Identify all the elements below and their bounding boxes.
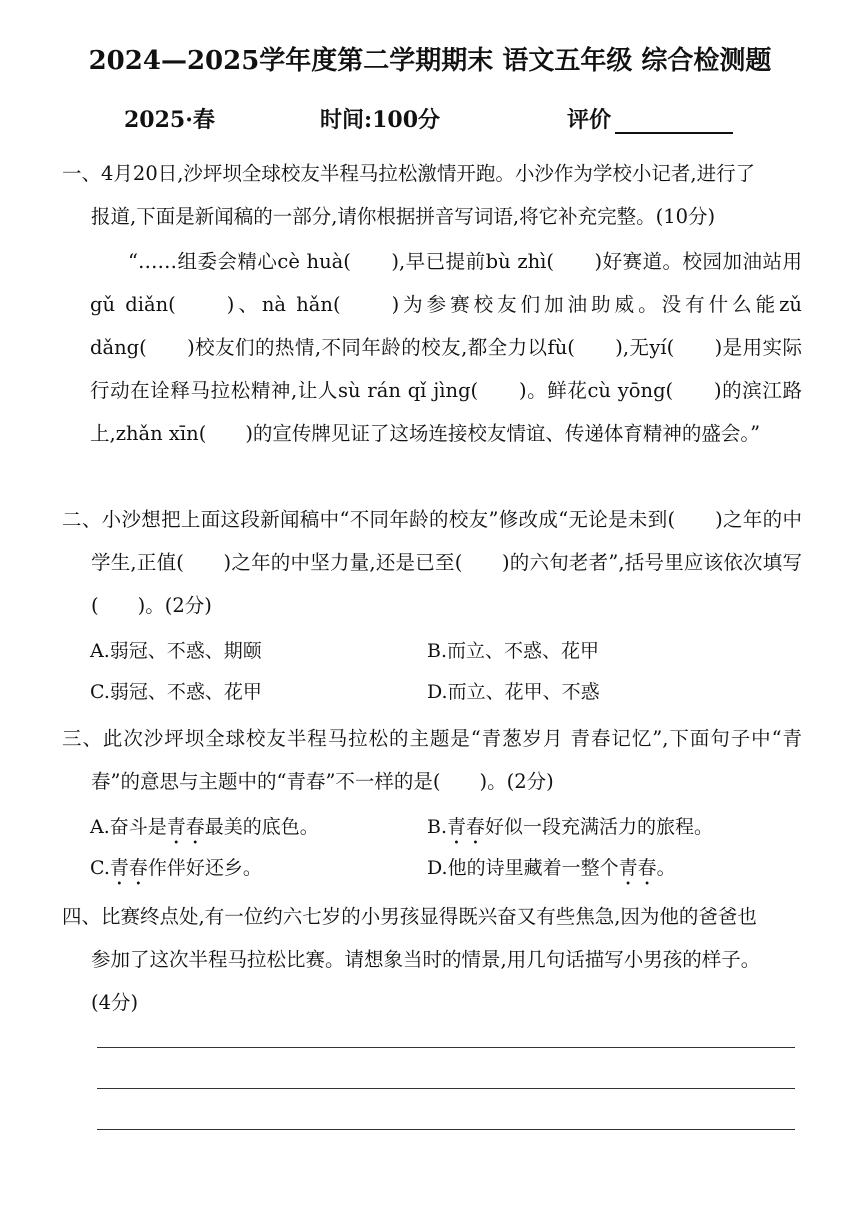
question-2-prompt-text: 二、小沙想把上面这段新闻稿中“不同年龄的校友”修改成“无论是未到( )之年的中学生,正值( )之年的中坚力量,还是已至( )的六旬老者”,括号里应该依次填写( )。(2分) bbox=[62, 508, 802, 617]
option-d-pre: D.他的诗里藏着一整个 bbox=[427, 857, 619, 879]
option-b-pre: B. bbox=[427, 816, 448, 838]
answer-line-3[interactable] bbox=[97, 1129, 795, 1130]
option-a-emphasis: 青春 bbox=[166, 816, 205, 838]
question-3-prompt-text: 三、此次沙坪坝全球校友半程马拉松的主题是“青葱岁月 青春记忆”,下面句子中“青春”的意思与主题中的“青春”不一样的是( )。(2分) bbox=[62, 727, 802, 793]
answer-line-1[interactable] bbox=[97, 1047, 795, 1048]
option-c-emphasis: 青春 bbox=[109, 857, 148, 879]
exam-title: 2024—2025学年度第二学期期末 语文五年级 综合检测题 bbox=[88, 46, 772, 76]
question-3-option-c bbox=[90, 853, 262, 890]
question-1-prompt-line1: 一、4月20日,沙坪坝全球校友半程马拉松激情开跑。小沙作为学校小记者,进行了 bbox=[62, 162, 756, 185]
question-2-option-c: C.弱冠、不惑、花甲 bbox=[90, 681, 262, 703]
evaluation-field bbox=[567, 103, 733, 134]
evaluation-label: 评价 bbox=[567, 107, 612, 133]
question-2-prompt bbox=[62, 498, 802, 627]
time-label: 时间:100分 bbox=[320, 107, 441, 133]
evaluation-blank[interactable] bbox=[615, 110, 733, 134]
question-2-option-d: D.而立、花甲、不惑 bbox=[427, 681, 600, 703]
question-4-prompt-line2: 参加了这次半程马拉松比赛。请想象当时的情景,用几句话描写小男孩的样子。 bbox=[91, 948, 761, 971]
question-4-prompt bbox=[62, 895, 802, 1024]
question-3-option-d bbox=[427, 853, 676, 890]
option-a-pre: A.奋斗是 bbox=[90, 816, 167, 838]
question-4-prompt-line3: (4分) bbox=[91, 991, 139, 1014]
question-4-prompt-line1: 四、比赛终点处,有一位约六七岁的小男孩显得既兴奋又有些焦急,因为他的爸爸也 bbox=[62, 905, 757, 928]
option-b-post: 好似一段充满活力的旅程。 bbox=[485, 816, 714, 838]
answer-line-2[interactable] bbox=[97, 1088, 795, 1089]
option-b-emphasis: 青春 bbox=[447, 816, 486, 838]
question-1-prompt bbox=[62, 152, 802, 238]
question-2-option-b: B.而立、不惑、花甲 bbox=[427, 640, 600, 662]
question-3-option-b bbox=[427, 812, 713, 849]
term-label: 2025·春 bbox=[124, 107, 215, 133]
question-1-news-passage: “……组委会精心cè huà( ),早已提前bù zhì( )好赛道。校园加油站用gǔ diǎn( )、nà hǎn( )为参赛校友们加油助威。没有什么能zǔ dǎng( )校友们的热情,不同年龄的校友,都全力以fù( ),无yí( )是用实际行动在诠释马拉松精神,让人sù rán qǐ jìng( )。鲜花cù yōng( )的滨江路上,zhǎn xīn( )的宣传牌见证了这场连接校友情谊、传递体育精神的盛会。” bbox=[90, 250, 802, 445]
question-2-option-a: A.弱冠、不惑、期颐 bbox=[90, 640, 262, 662]
option-d-emphasis: 青春 bbox=[618, 857, 657, 879]
option-a-post: 最美的底色。 bbox=[204, 816, 319, 838]
option-c-pre: C. bbox=[90, 857, 110, 879]
question-3-option-a bbox=[90, 812, 319, 849]
question-3-prompt bbox=[62, 717, 802, 803]
option-c-post: 作伴好还乡。 bbox=[147, 857, 262, 879]
option-d-post: 。 bbox=[656, 857, 676, 879]
question-1-prompt-line2: 报道,下面是新闻稿的一部分,请你根据拼音写词语,将它补充完整。(10分) bbox=[91, 205, 716, 228]
